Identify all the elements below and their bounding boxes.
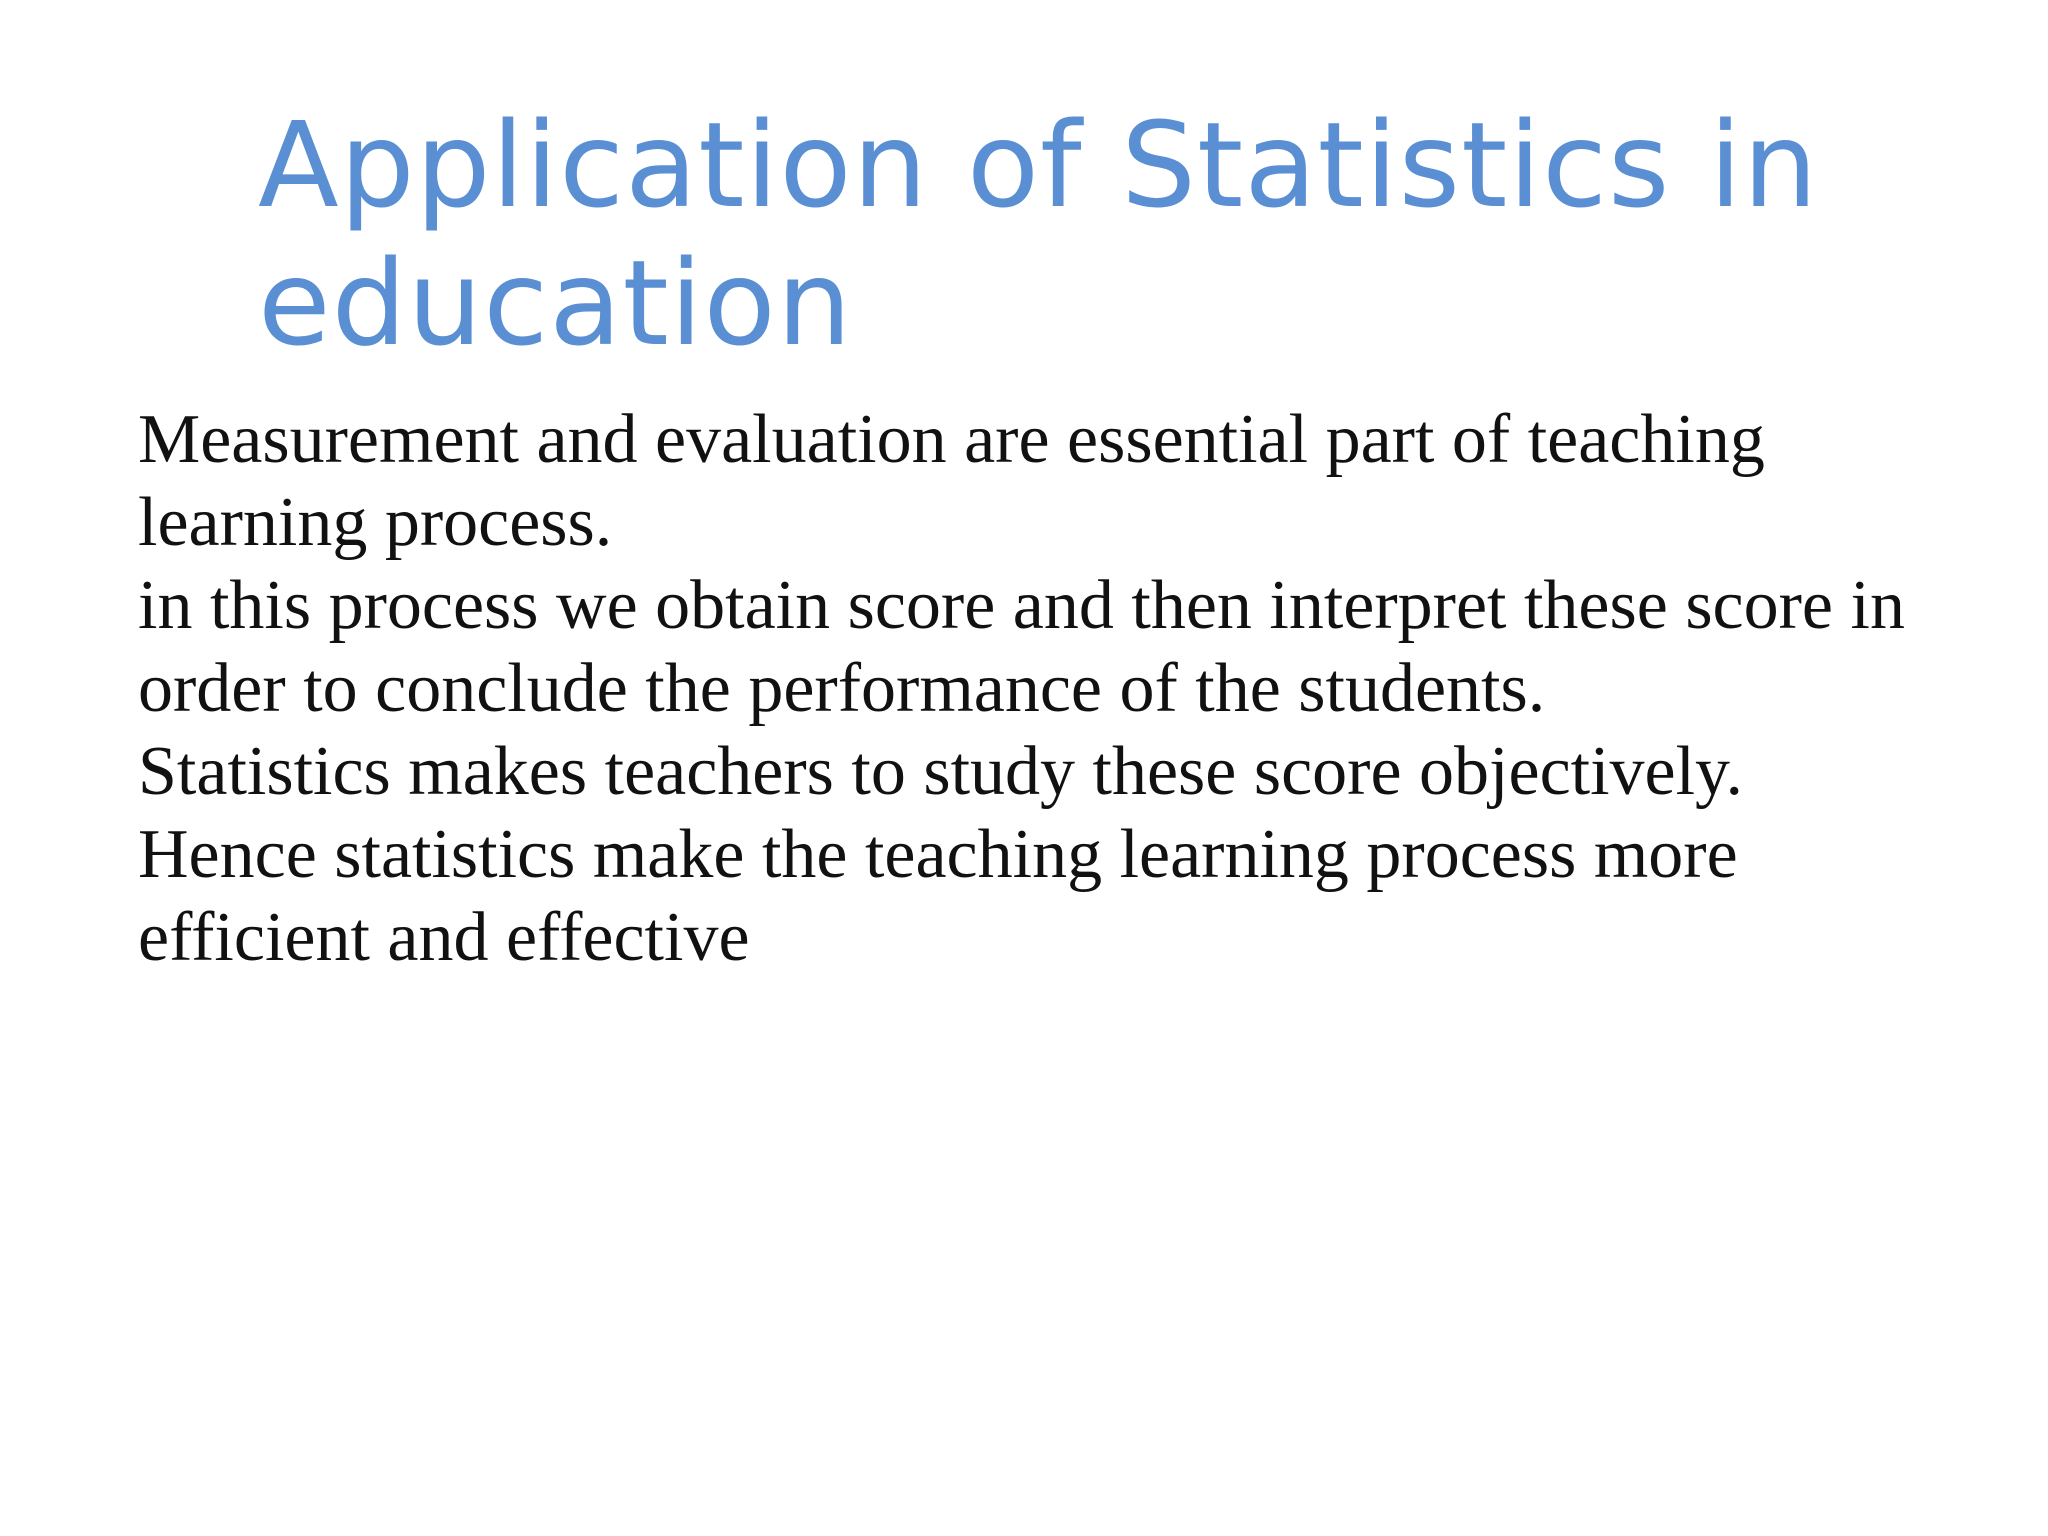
body-line-3: in this process we obtain score and then interpret these score in	[138, 567, 1905, 644]
slide-body-text	[138, 398, 1998, 979]
body-line-7: efficient and effective	[138, 899, 750, 976]
slide-title-line-1: Application of Statistics in	[258, 96, 1819, 234]
slide-title	[258, 96, 1908, 372]
body-line-6: Hence statistics make the teaching learning process more	[138, 816, 1738, 893]
body-line-1: Measurement and evaluation are essential part of teaching	[138, 401, 1765, 478]
body-line-2: learning process.	[138, 484, 613, 561]
body-line-5: Statistics makes teachers to study these score objectively.	[138, 733, 1744, 810]
slide-title-line-2: education	[258, 234, 853, 372]
body-line-4: order to conclude the performance of the students.	[138, 650, 1546, 727]
